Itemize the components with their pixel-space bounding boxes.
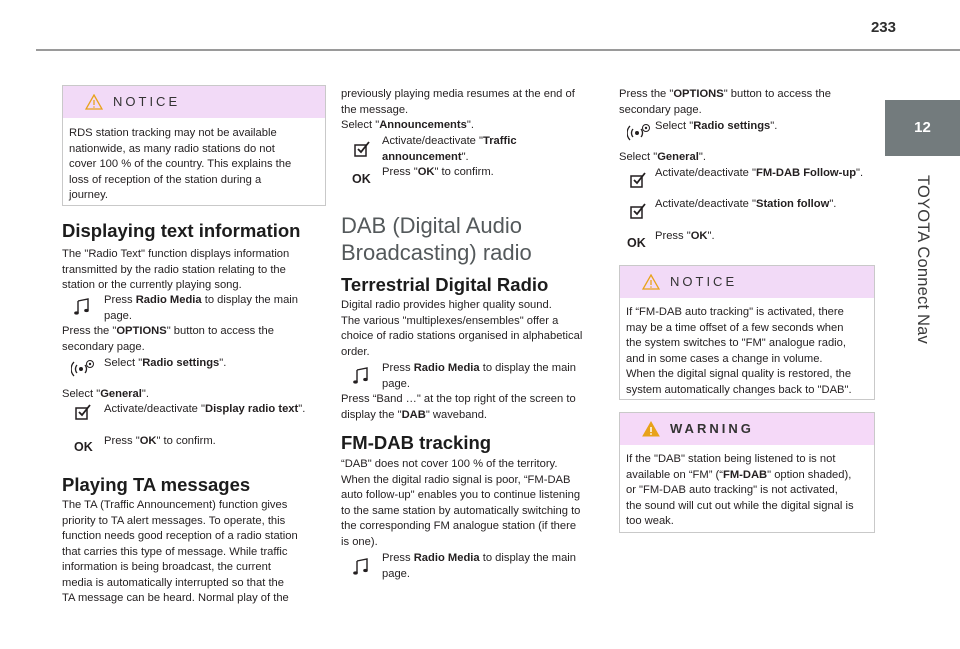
warning-triangle-icon bbox=[85, 94, 103, 110]
radio-settings-icon bbox=[71, 358, 95, 378]
chapter-number: 12 bbox=[914, 119, 931, 137]
notice-header bbox=[63, 86, 325, 118]
notice-box-fm-dab bbox=[619, 265, 875, 400]
checkbox-icon bbox=[353, 140, 371, 158]
notice-box-rds bbox=[62, 85, 326, 206]
step-press-ok: Press "OK". bbox=[655, 230, 715, 242]
notice-line: the system switches to "FM" analogue radio, bbox=[626, 337, 846, 349]
radio-settings-icon bbox=[627, 122, 651, 142]
step-press-ok: Press "OK" to confirm. bbox=[104, 435, 216, 447]
warning-title: WARNING bbox=[670, 421, 754, 437]
step-activate-station-follow: Activate/deactivate "Station follow". bbox=[655, 198, 837, 210]
music-note-icon bbox=[352, 558, 370, 576]
ok-icon: OK bbox=[74, 440, 93, 454]
notice-line: may be a time offset of a few seconds when bbox=[626, 321, 844, 334]
options-text: Press the "OPTIONS" button to access the secondary page. bbox=[62, 325, 274, 353]
header-rule bbox=[36, 49, 960, 51]
notice-title: NOTICE bbox=[113, 94, 181, 110]
heading-displaying-text: Displaying text information bbox=[62, 220, 301, 241]
text-line: transmitted by the radio station relating to the bbox=[62, 263, 286, 276]
notice-line: system automatically changes back to "DAB". bbox=[626, 383, 852, 396]
heading-fm-dab: FM-DAB tracking bbox=[341, 432, 492, 453]
music-note-icon bbox=[352, 367, 370, 385]
notice-line: If “FM-DAB auto tracking" is activated, there bbox=[626, 306, 844, 318]
text-line: The "Radio Text" function displays information bbox=[62, 248, 290, 260]
checkbox-icon bbox=[629, 202, 647, 220]
ta-paragraph: The TA (Traffic Announcement) function gives priority to TA alert messages. To operate, this function needs good reception of a radio station that carries this type of message. While traffic information is being broadcast, the current media is automatically interrupted so that the TA message can be heard. Normal play of the bbox=[62, 499, 298, 604]
terrestrial-paragraph: Digital radio provides higher quality sound. The various "multiplexes/ensembles" offer a choice of radio stations organised in alphabetical order. bbox=[341, 299, 583, 358]
notice-line: journey. bbox=[69, 189, 108, 201]
heading-playing-ta: Playing TA messages bbox=[62, 474, 251, 495]
step-activate-radio-text: Activate/deactivate "Display radio text". bbox=[104, 403, 306, 415]
notice-line: When the digital signal quality is restored, the bbox=[626, 368, 852, 380]
options-text: Press the "OPTIONS" button to access the secondary page. bbox=[619, 88, 831, 116]
notice-title: NOTICE bbox=[670, 274, 738, 290]
heading-dab: DAB (Digital Audio Broadcasting) radio bbox=[341, 213, 532, 265]
notice-line: loss of reception of the station during a bbox=[69, 173, 262, 186]
ok-icon: OK bbox=[627, 236, 646, 250]
warning-line: too weak. bbox=[626, 515, 674, 527]
chapter-title: TOYOTA Connect Nav bbox=[914, 175, 932, 344]
ok-icon: OK bbox=[352, 172, 371, 186]
warning-box bbox=[619, 412, 875, 533]
display-intro bbox=[62, 247, 326, 294]
select-general: Select "General". bbox=[62, 388, 149, 400]
step-press-radio-media: Press Radio Media to display the main page. bbox=[382, 552, 576, 580]
text-line: station or the currently playing song. bbox=[62, 279, 242, 291]
fm-dab-paragraph: “DAB" does not cover 100 % of the territory. When the digital radio signal is poor, “FM-DAB auto follow-up" enables you to continue listening to the same station by automatically switching to the corresponding FM analogue station (if there is one). bbox=[341, 458, 581, 548]
checkbox-icon bbox=[629, 171, 647, 189]
notice-line: nationwide, as many radio stations do not bbox=[69, 142, 275, 155]
warning-line: If the "DAB" station being listened to is not bbox=[626, 453, 836, 465]
music-note-icon bbox=[73, 298, 91, 316]
step-press-radio-media: Press Radio Media to display the main page. bbox=[382, 362, 576, 390]
warning-triangle-icon bbox=[642, 274, 660, 290]
checkbox-icon bbox=[74, 403, 92, 421]
step-activate-fm-dab-followup: Activate/deactivate "FM-DAB Follow-up". bbox=[655, 167, 864, 179]
step-select-radio-settings: Select "Radio settings". bbox=[655, 120, 778, 132]
warning-line: the sound will cut out while the digital signal is bbox=[626, 499, 854, 512]
warning-line: or "FM-DAB auto tracking" is not activated, bbox=[626, 484, 838, 496]
ta-continued: previously playing media resumes at the end of the message. Select "Announcements". bbox=[341, 88, 575, 131]
warning-header bbox=[620, 413, 874, 445]
band-text: Press “Band …" at the top right of the screen to display the "DAB" waveband. bbox=[341, 393, 576, 421]
page-number: 233 bbox=[870, 19, 896, 36]
select-general: Select "General". bbox=[619, 151, 706, 163]
notice-line: RDS station tracking may not be available bbox=[69, 127, 277, 139]
notice-line: and in some cases a change in volume. bbox=[626, 352, 823, 365]
chapter-tab[interactable] bbox=[885, 100, 960, 156]
step-press-radio-media: Press Radio Media to display the main page. bbox=[104, 294, 298, 322]
warning-filled-triangle-icon bbox=[642, 421, 660, 437]
step-activate-traffic: Activate/deactivate "Traffic announcement". Press "OK" to confirm. bbox=[382, 135, 517, 178]
warning-line: available on “FM” (“FM-DAB" option shaded), bbox=[626, 468, 852, 481]
heading-terrestrial: Terrestrial Digital Radio bbox=[341, 274, 549, 295]
notice-header bbox=[620, 266, 874, 298]
notice-line: cover 100 % of the country. This explains the bbox=[69, 158, 292, 170]
step-select-radio-settings: Select "Radio settings". bbox=[104, 357, 227, 369]
